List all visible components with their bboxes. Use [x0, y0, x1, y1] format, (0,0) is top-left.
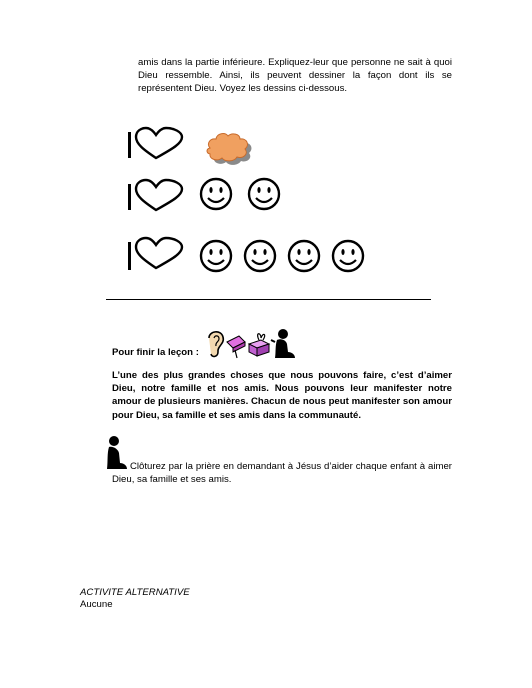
smiley-icon [201, 179, 231, 209]
smiley-icon [333, 241, 363, 271]
ear-icon [209, 332, 223, 357]
cloud-icon [207, 134, 251, 165]
praying-child-icon [271, 329, 295, 358]
illustration-row-2 [126, 176, 296, 216]
illustration-row-1 [126, 126, 266, 166]
section-divider [106, 299, 431, 300]
prayer-text: Clôturez par la prière en demandant à Jésus d’aider chaque enfant à aimer Dieu, sa famille et ses amis. [112, 461, 452, 486]
smiley-icon [201, 241, 231, 271]
smiley-icon [249, 179, 279, 209]
prayer-instruction [112, 460, 452, 486]
intro-paragraph: amis dans la partie inférieure. Expliquez-leur que personne ne sait à quoi Dieu ressemble. Ainsi, ils peuvent dessiner la façon dont ils se représentent Dieu. Voyez les dessins ci-dessous. [138, 57, 452, 95]
heart-outline-icon [128, 180, 182, 210]
illustration-row-3 [126, 236, 376, 278]
heart-outline-icon [128, 238, 182, 270]
eraser-icon [227, 336, 245, 358]
smiley-icon [245, 241, 275, 271]
alternative-activity-title: ACTIVITE ALTERNATIVE [80, 587, 190, 598]
heart-outline-icon [128, 128, 182, 158]
gift-icon [249, 334, 269, 356]
closing-paragraph: L’une des plus grandes choses que nous pouvons faire, c’est d’aimer Dieu, notre famille et nos amis. Nous pouvons leur manifester notre amour de plusieurs manières. Chacun de nous peut manifester son amour pour Dieu, sa famille et ses amis dans la communauté. [112, 370, 452, 421]
closing-icons [205, 328, 297, 365]
closing-title: Pour finir la leçon : [112, 347, 199, 358]
smiley-icon [289, 241, 319, 271]
alternative-activity-value: Aucune [80, 599, 113, 610]
